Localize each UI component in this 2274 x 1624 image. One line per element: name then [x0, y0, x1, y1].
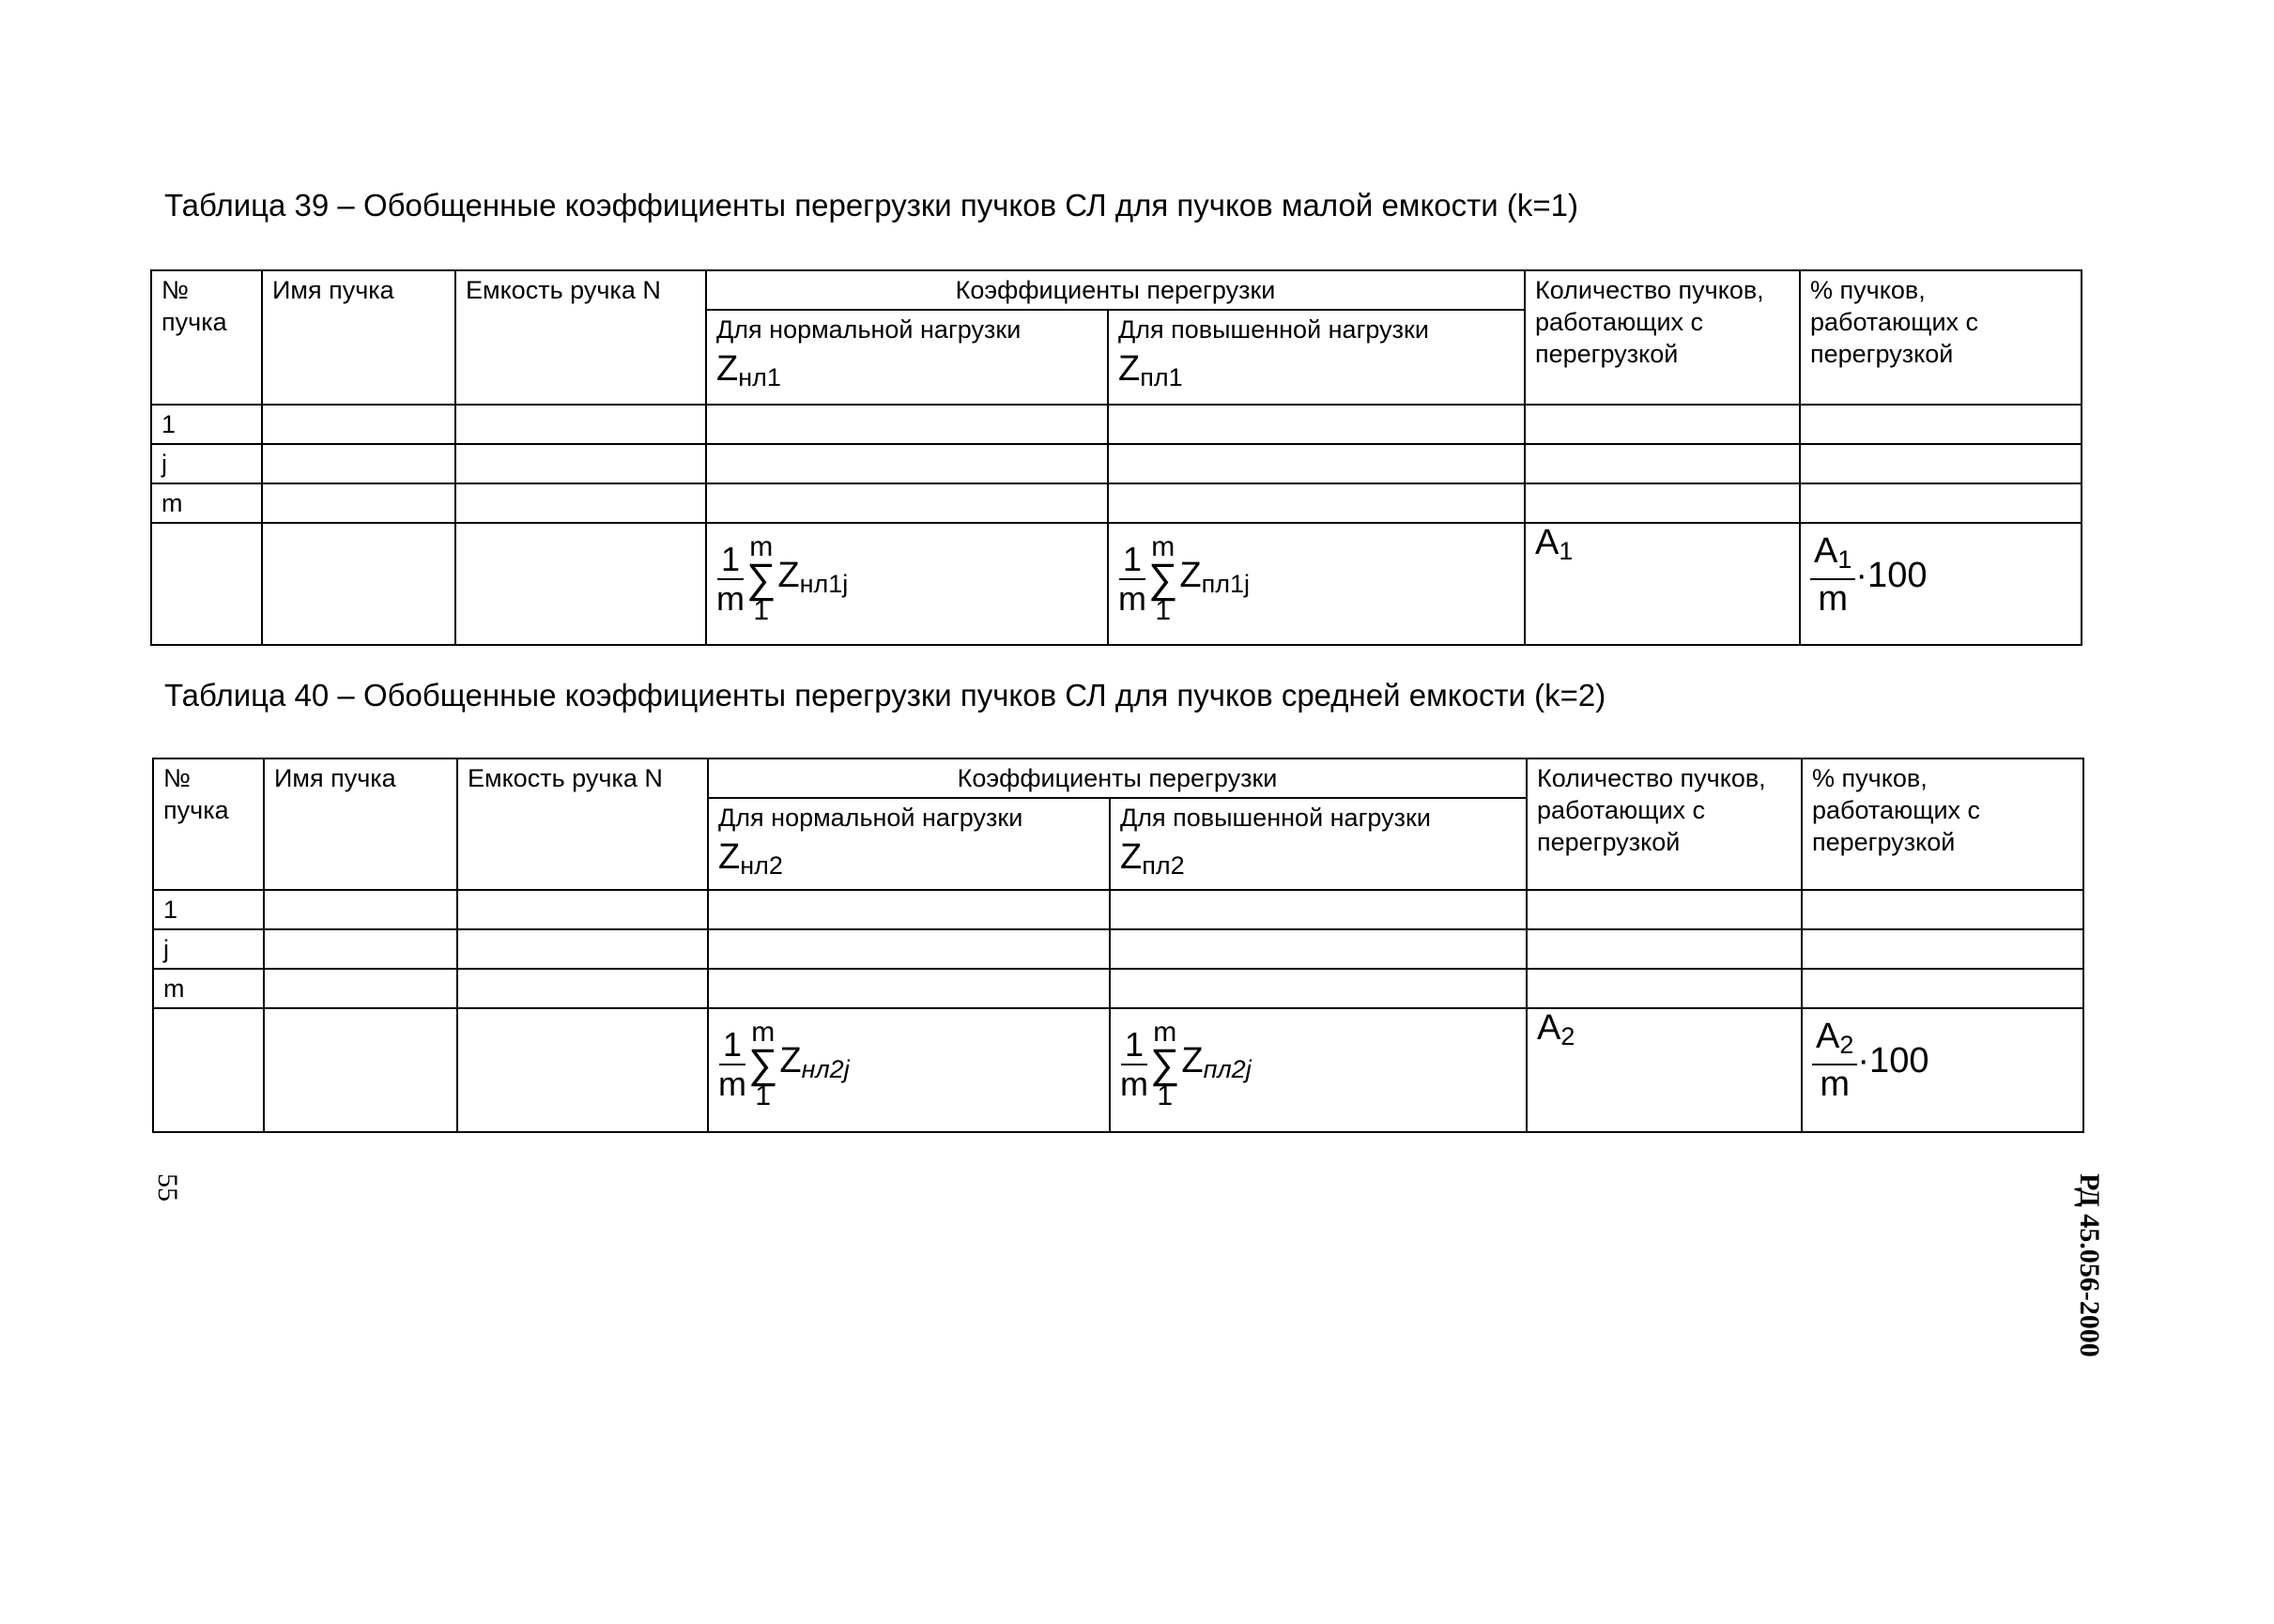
totals-row	[151, 523, 2082, 645]
row-index: j	[153, 929, 264, 969]
header-count: Количество пучков, работающих с перегрузкой	[1527, 758, 1802, 890]
row-index: 1	[151, 405, 262, 444]
header-normal	[706, 310, 1108, 405]
symbol-z-normal: $Z_{нл1}$	[716, 349, 781, 391]
formula-count: $A_2$	[1527, 1008, 1802, 1132]
header-raised	[1110, 798, 1527, 890]
totals-row	[153, 1008, 2083, 1132]
table-row	[153, 929, 2083, 969]
table-39	[150, 269, 2082, 646]
header-percent: % пучков, работающих с перегрузкой	[1800, 270, 2082, 405]
formula-percent: $\frac{A_2}{m}$ ·100	[1802, 1008, 2083, 1132]
formula-sum-raised: $\frac{1}{m}$ m ∑ 1 $Z_{пл1j}$	[1108, 523, 1525, 645]
header-raised	[1108, 310, 1525, 405]
symbol-z-raised: $Z_{пл1}$	[1118, 349, 1183, 391]
header-coeffs: Коэффициенты перегрузки	[706, 270, 1525, 310]
header-count: Количество пучков, работающих с перегрузкой	[1525, 270, 1800, 405]
header-capacity: Емкость ручка N	[455, 270, 706, 405]
formula-count: $A_1$	[1525, 523, 1800, 645]
formula-sum-normal: $\frac{1}{m}$ m ∑ 1 $Z_{нл1j}$	[706, 523, 1108, 645]
formula-sum-normal: $\frac{1}{m}$ m ∑ 1 $Z_{нл2j}$	[708, 1008, 1110, 1132]
table-39-caption: Таблица 39 – Обобщенные коэффициенты перегрузки пучков СЛ для пучков малой емкости (k=1)	[164, 188, 1578, 222]
header-raised-label: Для повышенной нагрузки	[1120, 804, 1431, 832]
header-normal-label: Для нормальной нагрузки	[718, 804, 1023, 832]
row-index: 1	[153, 890, 264, 929]
header-coeffs: Коэффициенты перегрузки	[708, 758, 1527, 798]
header-capacity: Емкость ручка N	[457, 758, 708, 890]
header-normal-label: Для нормальной нагрузки	[716, 315, 1022, 344]
header-no: № пучка	[151, 270, 262, 405]
table-row	[151, 444, 2082, 483]
symbol-z-normal: $Z_{нл2}$	[718, 837, 783, 880]
table-row	[151, 483, 2082, 523]
table-row	[153, 890, 2083, 929]
formula-sum-raised: $\frac{1}{m}$ m ∑ 1 $Z_{пл2j}$	[1110, 1008, 1527, 1132]
row-index: m	[151, 483, 262, 523]
table-40	[152, 758, 2084, 1133]
page-number: 55	[152, 1173, 183, 1202]
header-name: Имя пучка	[262, 270, 455, 405]
formula-percent: $\frac{A_1}{m}$ ·100	[1800, 523, 2082, 645]
header-no: № пучка	[153, 758, 264, 890]
header-name: Имя пучка	[264, 758, 457, 890]
row-index: j	[151, 444, 262, 483]
symbol-z-raised: $Z_{пл2}$	[1120, 837, 1185, 880]
header-raised-label: Для повышенной нагрузки	[1118, 315, 1429, 344]
header-percent: % пучков, работающих с перегрузкой	[1802, 758, 2083, 890]
table-40-caption: Таблица 40 – Обобщенные коэффициенты перегрузки пучков СЛ для пучков средней емкости (k=2)	[164, 678, 1606, 712]
table-row	[151, 405, 2082, 444]
table-row	[153, 969, 2083, 1008]
row-index: m	[153, 969, 264, 1008]
header-normal	[708, 798, 1110, 890]
document-code: РД 45.056-2000	[2074, 1173, 2105, 1357]
